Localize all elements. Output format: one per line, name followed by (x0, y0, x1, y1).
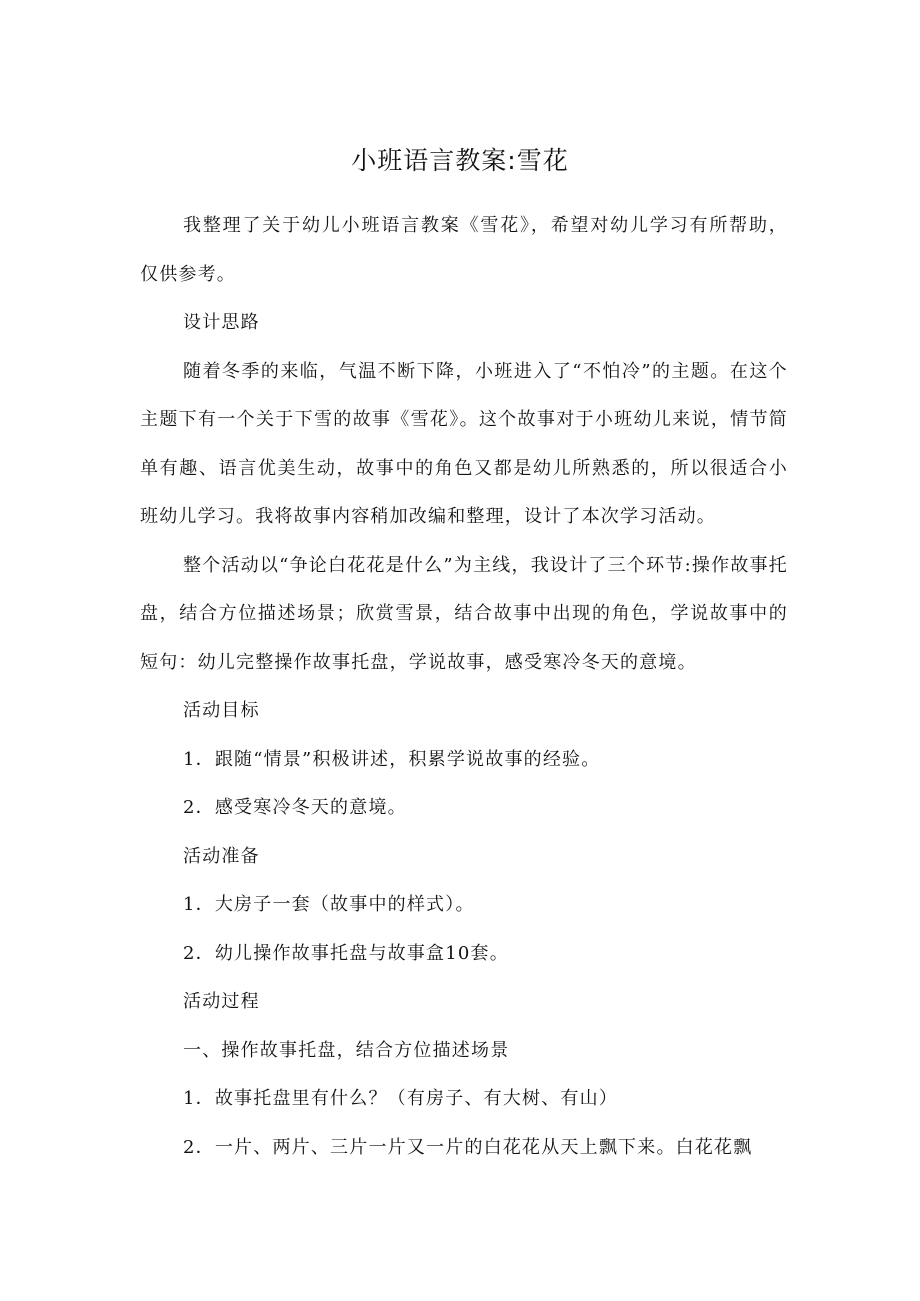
goal-item-1: 1．跟随“情景”积极讲述，积累学说故事的经验。 (183, 748, 601, 770)
process-item-1: 1．故事托盘里有什么？（有房子、有大树、有山） (183, 1088, 619, 1109)
goal-item-2: 2．感受寒冷冬天的意境。 (183, 797, 407, 818)
document-body (140, 202, 788, 1172)
section-heading-design: 设计思路 (183, 312, 260, 333)
preparation-item-2: 2．幼儿操作故事托盘与故事盒10套。 (183, 942, 509, 964)
section-heading-process: 活动过程 (183, 991, 260, 1012)
section-heading-goals: 活动目标 (183, 700, 260, 721)
design-paragraph-1: 随着冬季的来临，气温不断下降，小班进入了“不怕冷”的主题。在这个主题下有一个关于下雪的故事《雪花》。这个故事对于小班幼儿来说，情节简单有趣、语言优美生动，故事中的角色又都是幼儿所熟悉的，所以很适合小班幼儿学习。我将故事内容稍加改编和整理，设计了本次学习活动。 (140, 360, 788, 527)
design-paragraph-2: 整个活动以“争论白花花是什么”为主线，我设计了三个环节:操作故事托盘，结合方位描述场景；欣赏雪景，结合故事中出现的角色，学说故事中的短句：幼儿完整操作故事托盘，学说故事，感受寒冷冬天的意境。 (140, 554, 788, 673)
section-heading-preparation: 活动准备 (183, 845, 260, 867)
process-step-heading: 一、操作故事托盘，结合方位描述场景 (183, 1039, 510, 1061)
document-title: 小班语言教案:雪花 (351, 146, 569, 175)
process-item-2: 2．一片、两片、三片一片又一片的白花花从天上飘下来。白花花飘 (183, 1136, 753, 1158)
preparation-item-1: 1．大房子一套（故事中的样式）。 (183, 894, 475, 915)
intro-paragraph: 我整理了关于幼儿小班语言教案《雪花》，希望对幼儿学习有所帮助，仅供参考。 (140, 215, 788, 285)
